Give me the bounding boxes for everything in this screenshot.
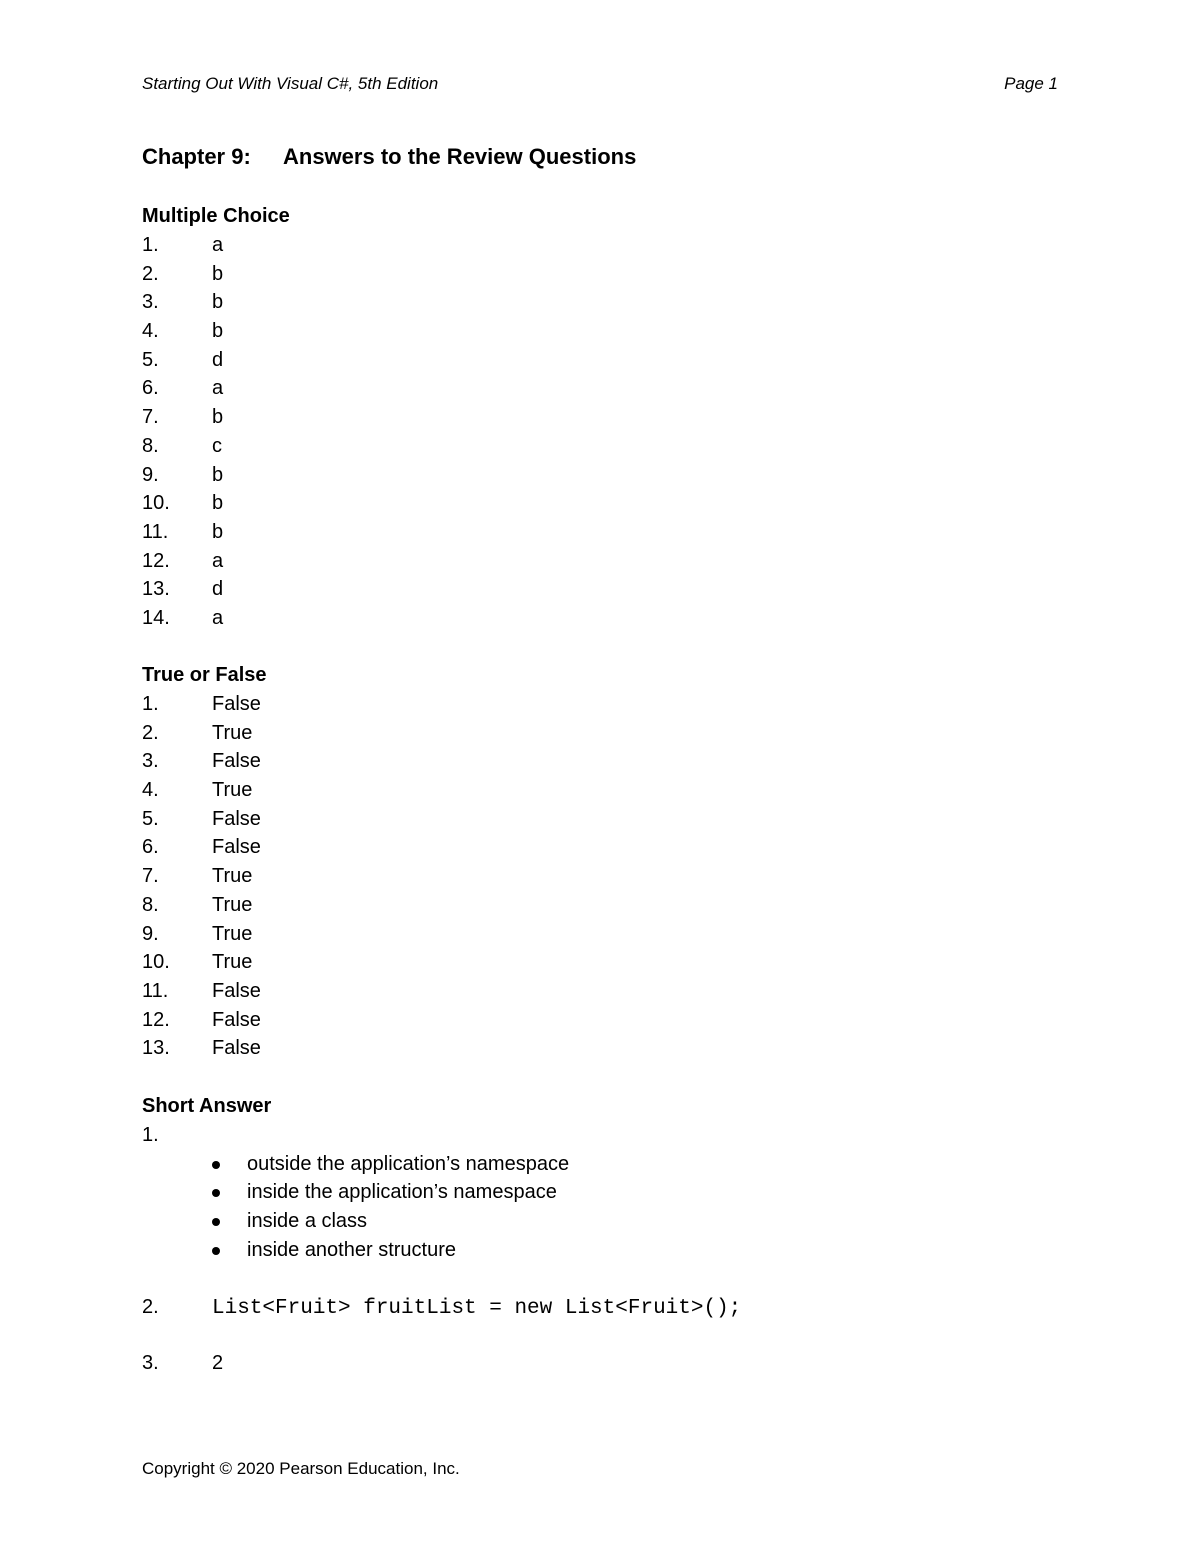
answer-value: d bbox=[212, 578, 224, 601]
answer-row bbox=[142, 547, 290, 576]
answer-value: True bbox=[212, 951, 253, 974]
question-number: 1. bbox=[142, 234, 159, 256]
answer-row bbox=[142, 403, 290, 432]
question-number: 1. bbox=[142, 1124, 159, 1146]
answer-value: a bbox=[212, 606, 224, 629]
answer-value: b bbox=[212, 463, 224, 486]
answer-row bbox=[142, 833, 267, 862]
question-number: 12. bbox=[142, 1008, 170, 1031]
book-title: Starting Out With Visual C#, 5th Edition bbox=[142, 74, 439, 93]
bullet-text: outside the application’s namespace bbox=[247, 1152, 570, 1175]
question-number: 11. bbox=[142, 979, 169, 1002]
answer-value: False bbox=[212, 750, 261, 773]
answer-row bbox=[142, 776, 267, 805]
bullet-item bbox=[142, 1236, 741, 1265]
question-number: 8. bbox=[142, 893, 159, 916]
answer-row bbox=[142, 1034, 267, 1063]
answer-value: True bbox=[212, 922, 253, 945]
answer-value: False bbox=[212, 979, 261, 1002]
answer-value: False bbox=[212, 1008, 261, 1031]
answer-row bbox=[142, 575, 290, 604]
question-number: 5. bbox=[142, 348, 159, 371]
answer-row bbox=[142, 1006, 267, 1035]
question-number: 4. bbox=[142, 320, 159, 343]
section-heading: Multiple Choice bbox=[142, 205, 290, 227]
page-header bbox=[142, 74, 1058, 100]
question-number: 2. bbox=[142, 262, 159, 285]
answer-value: c bbox=[212, 434, 222, 457]
question-number: 2. bbox=[142, 1296, 159, 1319]
bullet-text: inside the application’s namespace bbox=[247, 1181, 557, 1204]
answer-row bbox=[142, 317, 290, 346]
answer-value: b bbox=[212, 520, 224, 543]
answer-value: True bbox=[212, 893, 253, 916]
question-number: 10. bbox=[142, 951, 170, 974]
answer-row bbox=[142, 747, 267, 776]
answer-row bbox=[142, 346, 290, 375]
answer-value: d bbox=[212, 348, 224, 371]
question-number: 8. bbox=[142, 434, 159, 457]
bullet-list bbox=[142, 1150, 741, 1265]
short-answer-section bbox=[142, 1092, 741, 1378]
answer-row bbox=[142, 948, 267, 977]
answer-list bbox=[142, 690, 267, 1063]
bullet-item bbox=[142, 1150, 741, 1179]
page-number: Page 1 bbox=[1004, 74, 1058, 93]
answer-value: b bbox=[212, 291, 224, 314]
code-answer: List<Fruit> fruitList = new List<Fruit>(); bbox=[212, 1297, 742, 1321]
answer-value: False bbox=[212, 1037, 261, 1060]
bullet-item bbox=[142, 1207, 741, 1236]
bullet-text: inside a class bbox=[247, 1210, 368, 1233]
chapter-number: Chapter 9: bbox=[142, 144, 251, 169]
answer-row bbox=[142, 374, 290, 403]
answer-value: b bbox=[212, 262, 224, 285]
answer-value: True bbox=[212, 779, 253, 802]
answer-row bbox=[142, 805, 267, 834]
answer-value: a bbox=[212, 234, 224, 256]
answer-row bbox=[142, 891, 267, 920]
answer-value: a bbox=[212, 549, 224, 572]
answer-row bbox=[142, 604, 290, 633]
question-number: 9. bbox=[142, 463, 159, 486]
answer-value: b bbox=[212, 320, 224, 343]
answer-row bbox=[142, 518, 290, 547]
chapter-heading: Answers to the Review Questions bbox=[283, 144, 637, 169]
answer-row bbox=[142, 489, 290, 518]
question-number: 14. bbox=[142, 606, 170, 629]
bullet-text: inside another structure bbox=[247, 1238, 457, 1261]
answer-row bbox=[142, 977, 267, 1006]
answer-value: a bbox=[212, 377, 224, 400]
answer-value: True bbox=[212, 865, 253, 888]
question-number: 11. bbox=[142, 520, 169, 543]
answer-row bbox=[142, 461, 290, 490]
question-number: 9. bbox=[142, 922, 159, 945]
answer-row bbox=[142, 920, 267, 949]
question-number: 4. bbox=[142, 779, 159, 802]
answer-row bbox=[142, 719, 267, 748]
bullet-item bbox=[142, 1178, 741, 1207]
answer-row bbox=[142, 260, 290, 289]
chapter-title bbox=[142, 144, 636, 170]
question-number: 3. bbox=[142, 1352, 159, 1375]
answer-value: False bbox=[212, 807, 261, 830]
section-heading: True or False bbox=[142, 664, 267, 686]
answer-row bbox=[142, 862, 267, 891]
answer-list bbox=[142, 231, 290, 633]
answer-row bbox=[142, 288, 290, 317]
question-number: 13. bbox=[142, 578, 170, 601]
answer-row bbox=[142, 690, 267, 719]
true-false-section bbox=[142, 661, 267, 1063]
section-heading: Short Answer bbox=[142, 1095, 272, 1117]
answer-value: False bbox=[212, 693, 261, 715]
short-answer-row bbox=[142, 1349, 741, 1378]
question-number: 1. bbox=[142, 693, 159, 715]
question-number: 7. bbox=[142, 865, 159, 888]
answer-value: 2 bbox=[212, 1352, 224, 1375]
answer-value: False bbox=[212, 836, 261, 859]
question-number: 3. bbox=[142, 750, 159, 773]
question-number: 5. bbox=[142, 807, 159, 830]
short-answer-row bbox=[142, 1291, 741, 1323]
short-answer-row bbox=[142, 1121, 741, 1150]
question-number: 7. bbox=[142, 406, 159, 429]
copyright-footer: Copyright © 2020 Pearson Education, Inc. bbox=[142, 1459, 460, 1478]
answer-row bbox=[142, 231, 290, 260]
question-number: 13. bbox=[142, 1037, 170, 1060]
multiple-choice-section bbox=[142, 202, 290, 633]
question-number: 6. bbox=[142, 377, 159, 400]
question-number: 2. bbox=[142, 721, 159, 744]
answer-row bbox=[142, 432, 290, 461]
bullet-dot-icon bbox=[212, 1218, 220, 1226]
answer-value: b bbox=[212, 406, 224, 429]
question-number: 10. bbox=[142, 492, 170, 515]
answer-value: True bbox=[212, 721, 253, 744]
question-number: 6. bbox=[142, 836, 159, 859]
bullet-dot-icon bbox=[212, 1189, 220, 1197]
bullet-dot-icon bbox=[212, 1247, 220, 1255]
question-number: 12. bbox=[142, 549, 170, 572]
question-number: 3. bbox=[142, 291, 159, 314]
answer-value: b bbox=[212, 492, 224, 515]
bullet-dot-icon bbox=[212, 1161, 220, 1169]
